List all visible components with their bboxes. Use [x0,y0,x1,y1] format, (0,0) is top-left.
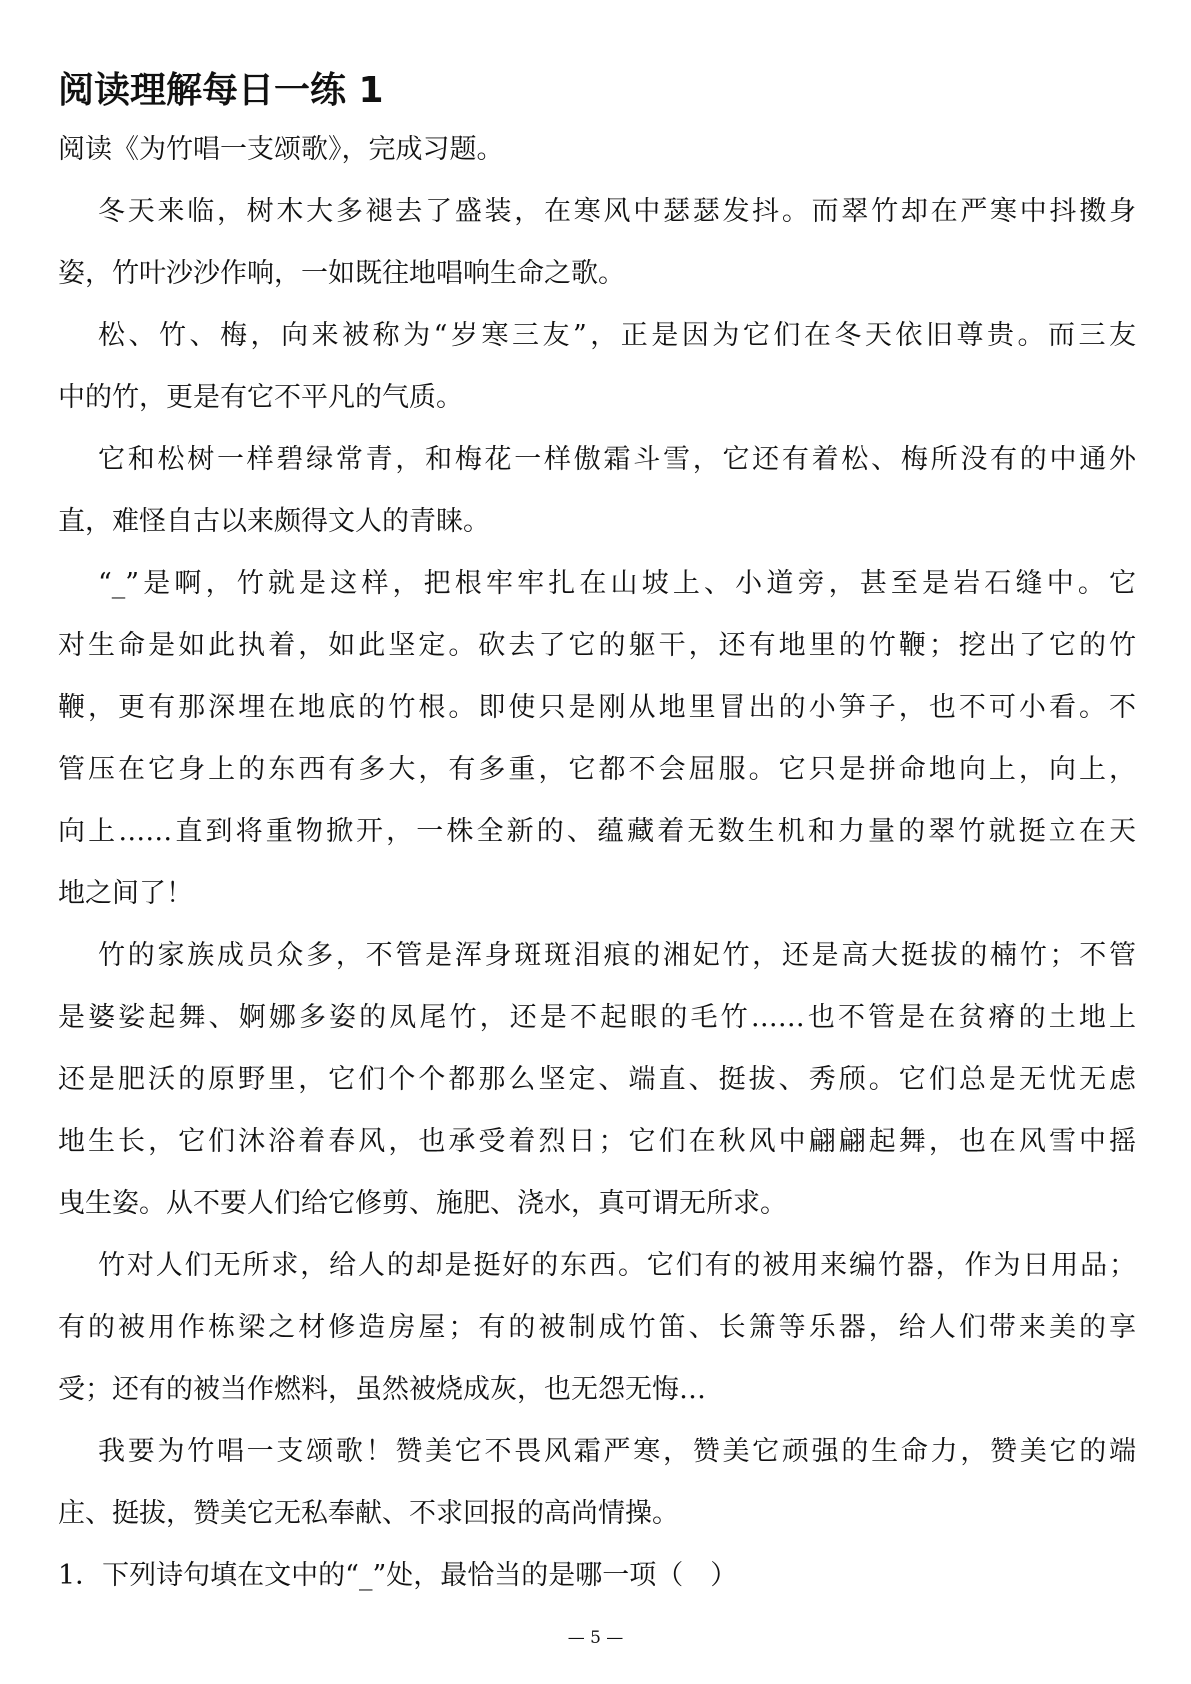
paragraph-line: 还是肥沃的原野里，它们个个都那么坚定、端直、挺拔、秀颀。它们总是无忧无虑 [58,1064,1136,1095]
paragraph-line: 冬天来临，树木大多褪去了盛装，在寒风中瑟瑟发抖。而翠竹却在严寒中抖擞身 [98,196,1136,227]
paragraph [58,1235,1136,1421]
page-title: 阅读理解每日一练 1 [58,70,384,111]
paragraph-line: 竹对人们无所求，给人的却是挺好的东西。它们有的被用来编竹器，作为日用品； [98,1250,1136,1281]
paragraph-line: 松、竹、梅，向来被称为“岁寒三友”，正是因为它们在冬天依旧尊贵。而三友 [98,320,1136,351]
question-1: 1．下列诗句填在文中的“_”处，最恰当的是哪一项（ ） [58,1560,738,1591]
paragraph-line: 对生命是如此执着，如此坚定。砍去了它的躯干，还有地里的竹鞭；挖出了它的竹 [58,630,1136,661]
paragraph-line: 受；还有的被当作燃料，虽然被烧成灰，也无怨无悔… [58,1374,706,1405]
paragraph-line: 有的被用作栋梁之材修造房屋；有的被制成竹笛、长箫等乐器，给人们带来美的享 [58,1312,1136,1343]
article-body [58,119,1136,1607]
paragraph [58,1421,1136,1545]
paragraph-line: 鞭，更有那深埋在地底的竹根。即使只是刚从地里冒出的小笋子，也不可小看。不 [58,692,1136,723]
paragraph-line: 地之间了！ [58,878,193,909]
paragraph [58,181,1136,305]
paragraph [58,429,1136,553]
paragraph-line: 姿，竹叶沙沙作响，一如既往地唱响生命之歌。 [58,258,625,289]
paragraph-line: 地生长，它们沐浴着春风，也承受着烈日；它们在秋风中翩翩起舞，也在风雪中摇 [58,1126,1136,1157]
paragraph [58,925,1136,1235]
paragraph-line: 庄、挺拔，赞美它无私奉献、不求回报的高尚情操。 [58,1498,679,1529]
page-number: — 5 — [567,1628,624,1648]
paragraph [58,553,1136,925]
paragraph-line: 向上……直到将重物掀开，一株全新的、蕴藏着无数生机和力量的翠竹就挺立在天 [58,816,1136,847]
paragraph-line: 我要为竹唱一支颂歌！赞美它不畏风霜严寒，赞美它顽强的生命力，赞美它的端 [98,1436,1136,1467]
paragraph-line: 直，难怪自古以来颇得文人的青睐。 [58,506,490,537]
paragraph-line: 竹的家族成员众多，不管是浑身斑斑泪痕的湘妃竹，还是高大挺拔的楠竹；不管 [98,940,1136,971]
paragraph-line: 曳生姿。从不要人们给它修剪、施肥、浇水，真可谓无所求。 [58,1188,787,1219]
article-paragraphs [58,181,1136,1545]
paragraph-line: 它和松树一样碧绿常青，和梅花一样傲霜斗雪，它还有着松、梅所没有的中通外 [98,444,1136,475]
paragraph-line: 管压在它身上的东西有多大，有多重，它都不会屈服。它只是拼命地向上，向上， [58,754,1136,785]
paragraph-line: 中的竹，更是有它不平凡的气质。 [58,382,463,413]
paragraph-line: “_”是啊，竹就是这样，把根牢牢扎在山坡上、小道旁，甚至是岩石缝中。它 [98,568,1136,599]
paragraph-line: 是婆娑起舞、婀娜多姿的凤尾竹，还是不起眼的毛竹……也不管是在贫瘠的土地上 [58,1002,1136,1033]
instruction-text: 阅读《为竹唱一支颂歌》，完成习题。 [58,134,504,165]
paragraph [58,305,1136,429]
